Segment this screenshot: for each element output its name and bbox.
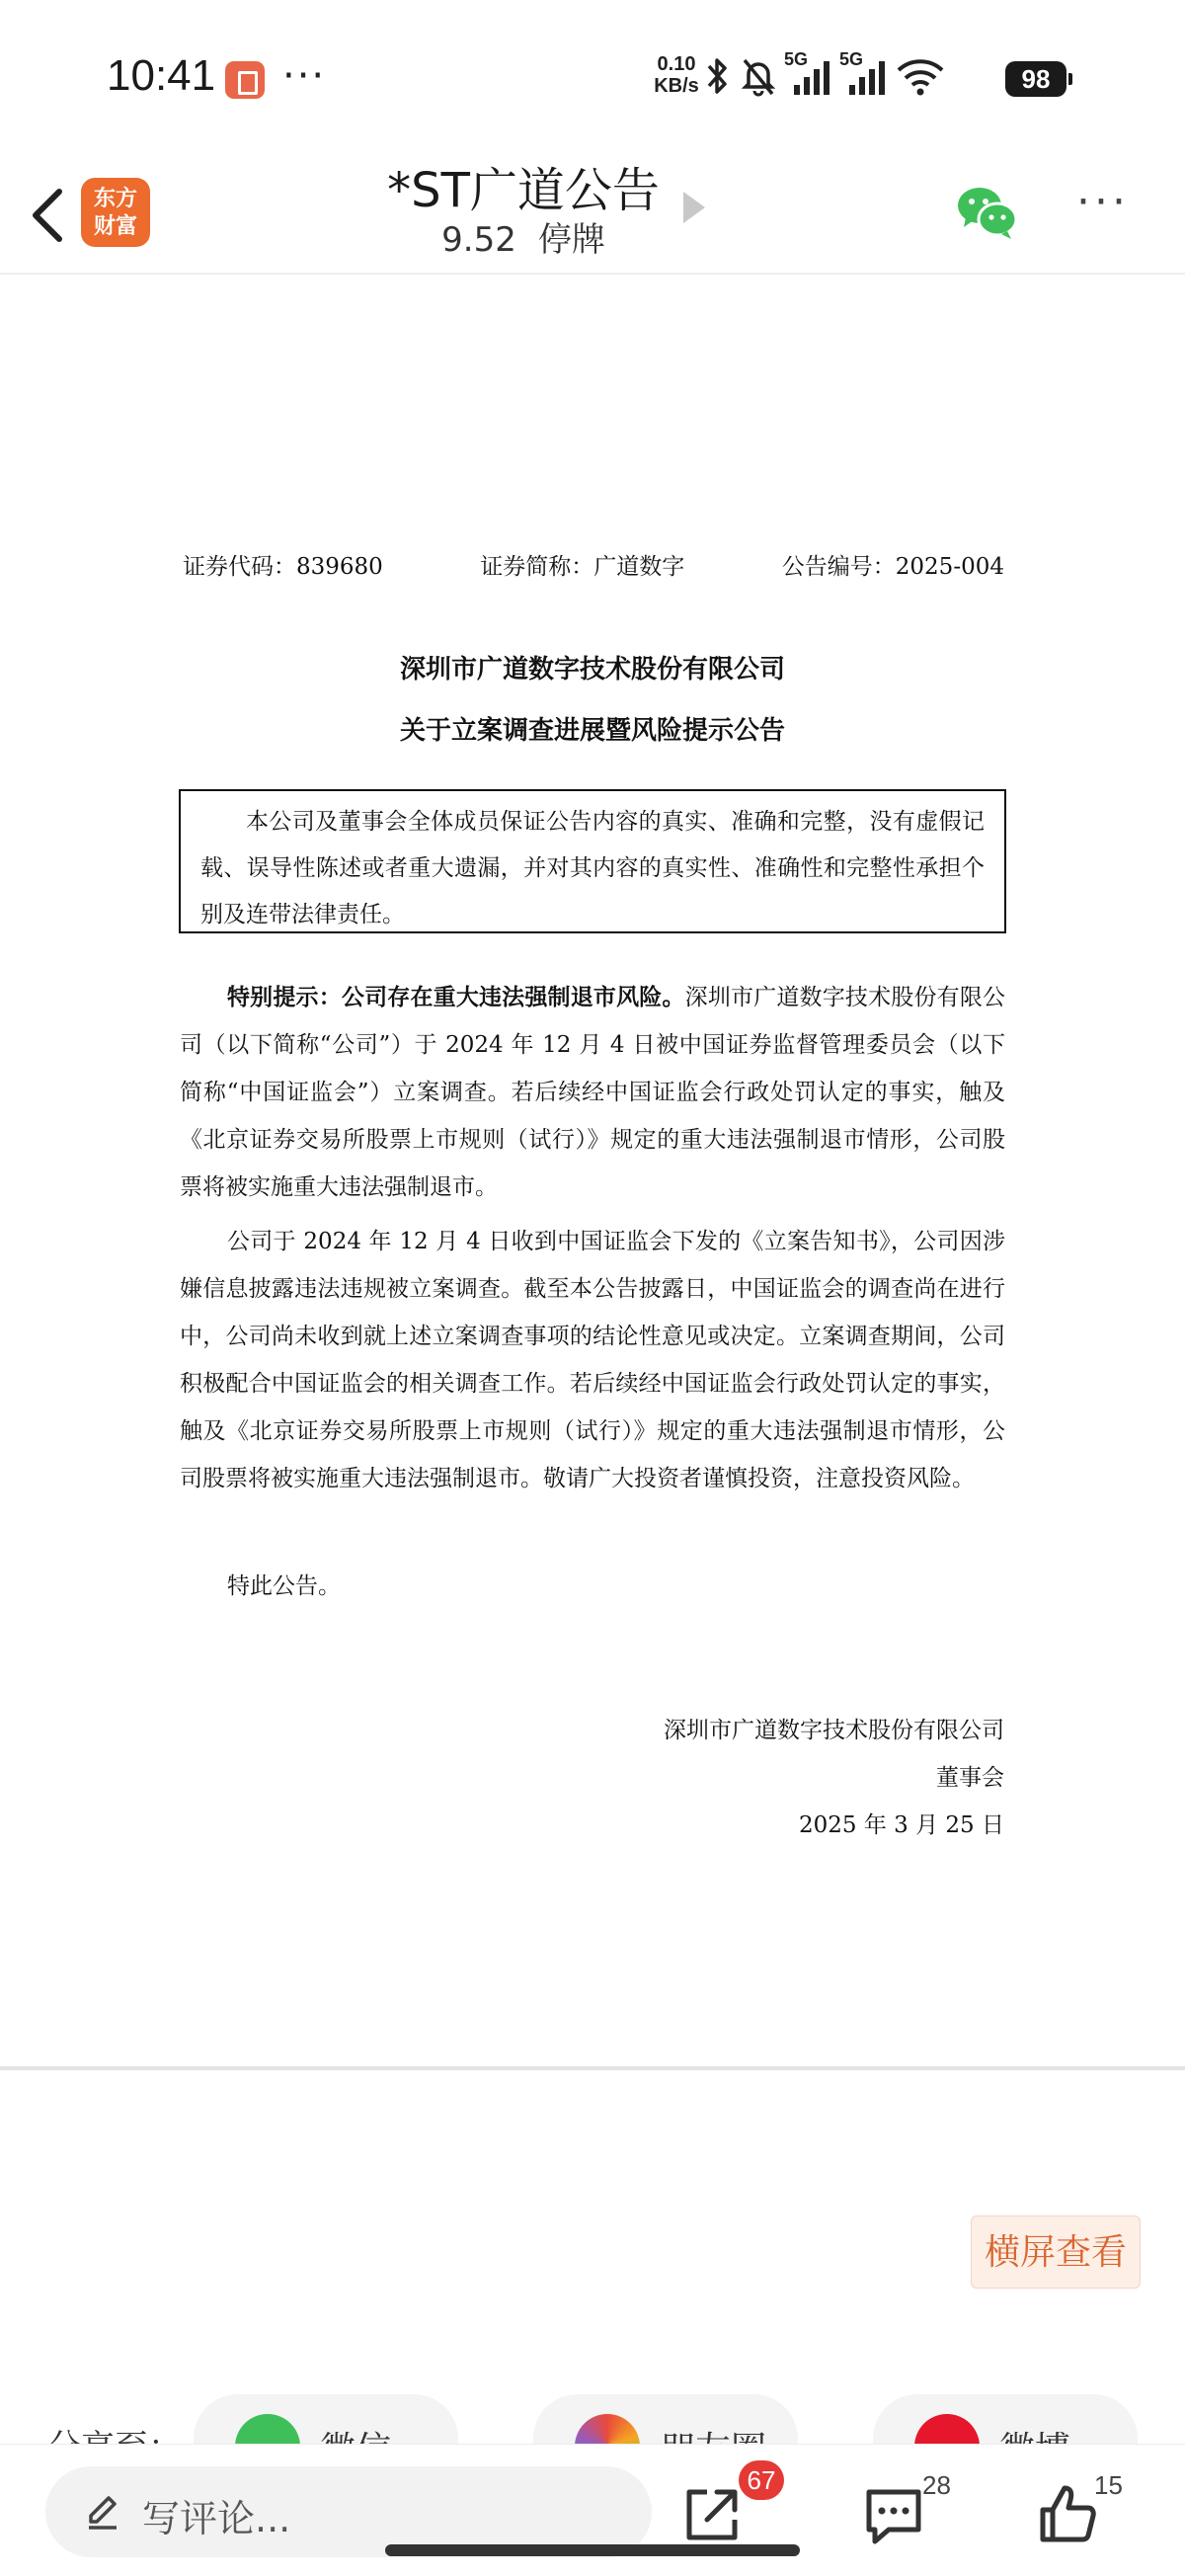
status-time: 10:41 xyxy=(107,51,216,100)
signature-board: 董事会 xyxy=(936,1765,1004,1791)
app-logo[interactable] xyxy=(81,178,150,247)
signal-2-label: 5G xyxy=(839,49,864,69)
wechat-icon xyxy=(954,180,1019,245)
top-navigation xyxy=(0,158,1185,275)
comments-button[interactable] xyxy=(859,2480,928,2549)
app-logo-line1: 东方 xyxy=(93,187,137,211)
share-out-icon xyxy=(677,2480,747,2549)
comment-placeholder: 写评论... xyxy=(142,2497,291,2540)
comment-count: 28 xyxy=(922,2470,951,2500)
signature-company: 深圳市广道数字技术股份有限公司 xyxy=(664,1718,1004,1743)
stock-price: 9.52 xyxy=(441,220,516,260)
special-notice-lead: 特别提示：公司存在重大违法强制退市风险。 xyxy=(227,984,685,1010)
wifi-icon xyxy=(895,54,946,98)
chevron-left-icon xyxy=(20,180,79,249)
investigation-paragraph: 公司于 2024 年 12 月 4 日收到中国证监会下发的《立案告知书》，公司因涉嫌信息披露违法违规被立案调查。截至本公告披露日，中国证监会的调查尚在进行中，公司尚未收到就上述立案调查事项的结论性意见或决定。立案调查期间，公司积极配合中国证监会的相关调查工作。若后续经中国证监会行政处罚认定的事实，触及《北京证券交易所股票上市规则（试行）》规定的重大违法强制退市情形，公司股票将被实施重大违法强制退市。敬请广大投资者谨慎投资，注意投资风险。 xyxy=(180,1229,1005,1491)
landscape-view-button[interactable]: 横屏查看 xyxy=(971,2215,1141,2289)
mute-bell-icon xyxy=(739,54,778,98)
network-speed-unit: KB/s xyxy=(654,75,699,97)
status-icons xyxy=(703,51,946,101)
signal-5g-icon-1 xyxy=(784,49,833,99)
status-bar xyxy=(0,0,1185,158)
back-button[interactable] xyxy=(20,180,79,249)
security-short-name: 证券简称：广道数字 xyxy=(480,554,685,580)
special-notice-body: 深圳市广道数字技术股份有限公司（以下简称“公司”）于 2024 年 12 月 4 日被中国证券监督管理委员会（以下简称“中国证监会”）立案调查。若后续经中国证监会行政处罚认定的事实，触及《北京证券交易所股票上市规则（试行）》规定的重大违法强制退市情形，公司股票将被实施重大违法强制退市。 xyxy=(180,985,1006,1200)
share-count-badge: 67 xyxy=(739,2460,784,2500)
like-button[interactable] xyxy=(1033,2480,1102,2549)
thumbs-up-icon xyxy=(1033,2480,1102,2549)
notification-app-icon xyxy=(225,61,265,99)
special-notice-paragraph xyxy=(180,974,1005,1211)
document-title-subject: 关于立案调查进展暨风险提示公告 xyxy=(399,716,785,746)
announcement-number: 公告编号：2025-004 xyxy=(781,554,1004,580)
wechat-share-button[interactable] xyxy=(954,180,1019,245)
document-header-row xyxy=(183,548,1004,581)
signal-1-label: 5G xyxy=(784,49,809,69)
app-logo-line2: 财富 xyxy=(93,214,137,239)
closing-paragraph: 特此公告。 xyxy=(227,1573,341,1599)
like-count: 15 xyxy=(1094,2470,1123,2500)
share-button[interactable] xyxy=(677,2480,747,2549)
disclaimer-box: 本公司及董事会全体成员保证公告内容的真实、准确和完整，没有虚假记载、误导性陈述或者重大遗漏，并对其内容的真实性、准确性和完整性承担个别及连带法律责任。 xyxy=(179,789,1006,933)
network-speed xyxy=(647,53,706,97)
document-title-company: 深圳市广道数字技术股份有限公司 xyxy=(399,655,785,684)
network-speed-value: 0.10 xyxy=(657,53,696,75)
pencil-icon xyxy=(81,2490,124,2534)
stock-price-row[interactable] xyxy=(326,215,721,265)
more-options-button[interactable]: ··· xyxy=(1076,177,1130,227)
share-row xyxy=(0,2390,1185,2450)
security-code: 证券代码：839680 xyxy=(183,554,383,580)
expand-arrow-icon[interactable] xyxy=(683,192,705,223)
signature-date: 2025 年 3 月 25 日 xyxy=(799,1812,1004,1838)
section-divider xyxy=(0,2066,1185,2070)
trading-status: 停牌 xyxy=(537,220,605,260)
page-title: *ST广道公告 xyxy=(387,163,660,218)
signal-5g-icon-2 xyxy=(839,49,889,99)
comment-bubble-icon xyxy=(859,2480,928,2549)
home-indicator[interactable] xyxy=(385,2544,800,2556)
battery-indicator: 98 xyxy=(1005,61,1066,97)
announcement-document xyxy=(0,277,1185,2064)
status-more-icon: ··· xyxy=(282,53,327,99)
bluetooth-icon xyxy=(703,54,733,98)
